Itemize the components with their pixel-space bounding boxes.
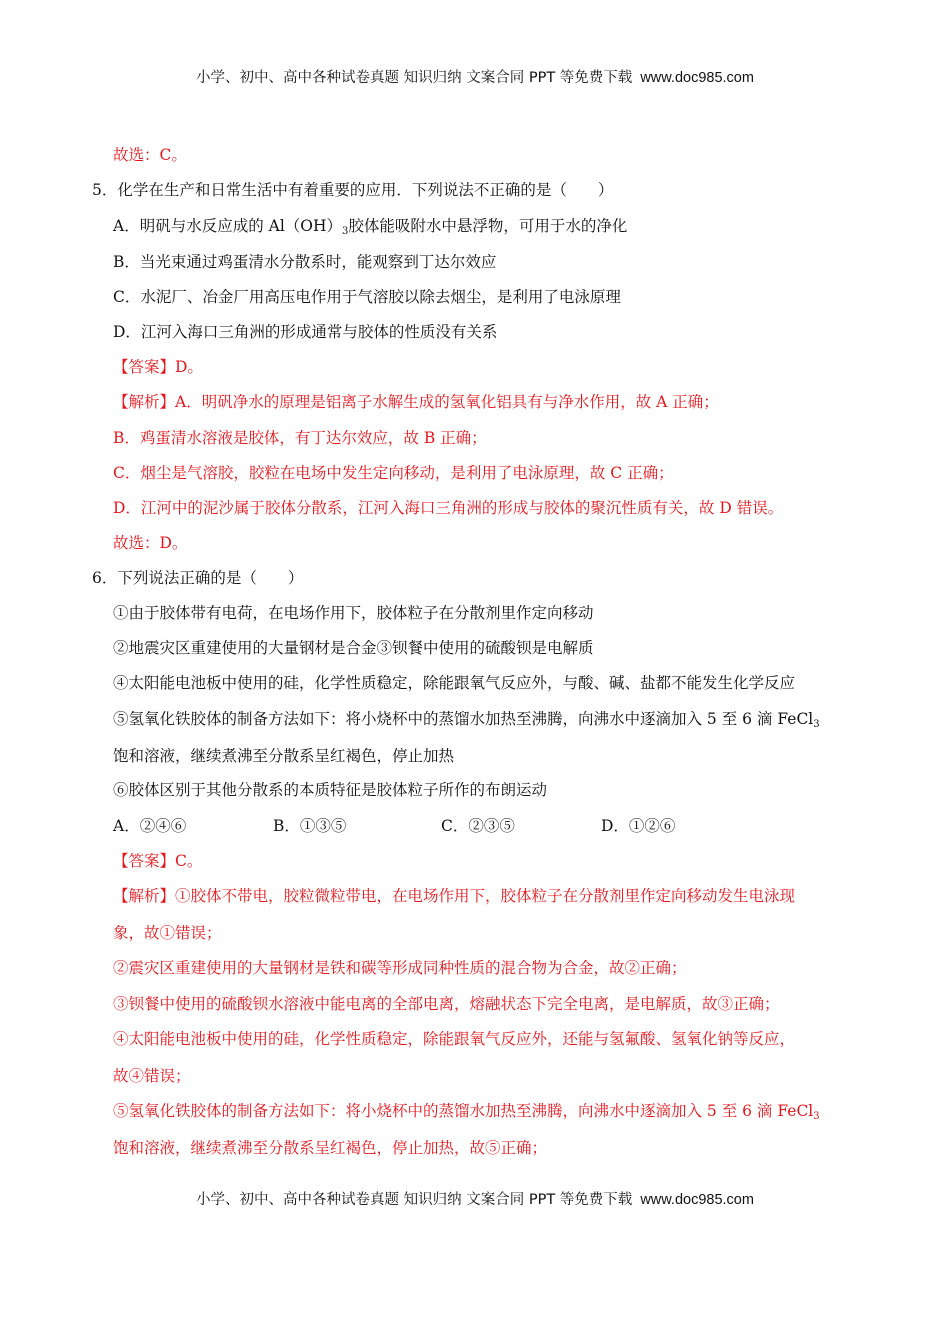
page-footer [0, 1190, 950, 1210]
q5-answer: 【答案】D。 [113, 358, 203, 376]
q5-stem: 5．化学在生产和日常生活中有着重要的应用．下列说法不正确的是（ ） [92, 181, 614, 199]
q6-option-d: D．①②⑥ [601, 817, 676, 835]
q6-statement-1: ①由于胶体带有电荷，在电场作用下，胶体粒子在分散剂里作定向移动 [113, 604, 594, 622]
q6-options [113, 816, 761, 836]
q6-statement-5: ⑤氢氧化铁胶体的制备方法如下：将小烧杯中的蒸馏水加热至沸腾，向沸水中逐滴加入 5 至 6 滴 FeCl$_3$ [113, 710, 820, 730]
q5-analysis-a: 【解析】A．明矾净水的原理是铝离子水解生成的氢氧化铝具有与净水作用，故 A 正确； [113, 393, 719, 411]
q5-analysis-b: B．鸡蛋清水溶液是胶体，有丁达尔效应，故 B 正确； [113, 429, 487, 447]
footer-url: www.doc985.com [640, 1192, 754, 1208]
q5-analysis-d: D．江河中的泥沙属于胶体分散系，江河入海口三角洲的形成与胶体的聚沉性质有关，故 D 错误。 [113, 499, 784, 517]
q5-analysis-c: C．烟尘是气溶胶，胶粒在电场中发生定向移动，是利用了电泳原理，故 C 正确； [113, 464, 674, 482]
q6-analysis-2: ②震灾区重建使用的大量钢材是铁和碳等形成同种性质的混合物为合金，故②正确； [113, 959, 687, 977]
q6-analysis-5-cont: 饱和溶液，继续煮沸至分散系呈红褐色，停止加热，故⑤正确； [113, 1139, 548, 1157]
q6-statement-2-3: ②地震灾区重建使用的大量钢材是合金③钡餐中使用的硫酸钡是电解质 [113, 639, 594, 657]
q6-stem: 6．下列说法正确的是（ ） [92, 569, 304, 587]
q6-analysis-3: ③钡餐中使用的硫酸钡水溶液中能电离的全部电离，熔融状态下完全电离，是电解质，故③正确； [113, 995, 780, 1013]
q6-option-a: A．②④⑥ [113, 817, 187, 835]
q5-option-c: C．水泥厂、冶金厂用高压电作用于气溶胶以除去烟尘，是利用了电泳原理 [113, 288, 621, 306]
q6-analysis-4: ④太阳能电池板中使用的硅，化学性质稳定，除能跟氧气反应外，还能与氢氟酸、氢氧化钠等反应， [113, 1030, 796, 1048]
q5-conclusion: 故选：D。 [113, 534, 188, 552]
q6-analysis-5: ⑤氢氧化铁胶体的制备方法如下：将小烧杯中的蒸馏水加热至沸腾，向沸水中逐滴加入 5 至 6 滴 FeCl$_3$ [113, 1102, 820, 1122]
q6-statement-6: ⑥胶体区别于其他分散系的本质特征是胶体粒子所作的布朗运动 [113, 781, 548, 799]
q5-option-b: B．当光束通过鸡蛋清水分散系时，能观察到丁达尔效应 [113, 253, 497, 271]
q6-answer: 【答案】C。 [113, 852, 203, 870]
footer-text: 小学、初中、高中各种试卷真题 知识归纳 文案合同 PPT 等免费下载 [196, 1192, 633, 1208]
q5-option-a: A．明矾与水反应成的 $Al(OH)_3$胶体能吸附水中悬浮物，可用于水的净化 [113, 217, 628, 237]
q6-analysis-4-cont: 故④错误； [113, 1067, 191, 1085]
q6-analysis-1: 【解析】①胶体不带电，胶粒微粒带电，在电场作用下，胶体粒子在分散剂里作定向移动发生电泳现 [113, 887, 796, 905]
header-text: 小学、初中、高中各种试卷真题 知识归纳 文案合同 PPT 等免费下载 [196, 70, 633, 86]
q5-option-d: D．江河入海口三角洲的形成通常与胶体的性质没有关系 [113, 323, 498, 341]
page-header [0, 68, 950, 88]
q6-analysis-1-cont: 象，故①错误； [113, 924, 222, 942]
q6-option-c: C．②③⑤ [441, 817, 515, 835]
header-url: www.doc985.com [640, 70, 754, 86]
q6-option-b: B．①③⑤ [273, 817, 347, 835]
previous-conclusion: 故选：C。 [113, 146, 187, 164]
q6-statement-4: ④太阳能电池板中使用的硅，化学性质稳定，除能跟氧气反应外，与酸、碱、盐都不能发生化学反应 [113, 674, 796, 692]
q6-statement-5-cont: 饱和溶液，继续煮沸至分散系呈红褐色，停止加热 [113, 747, 455, 765]
